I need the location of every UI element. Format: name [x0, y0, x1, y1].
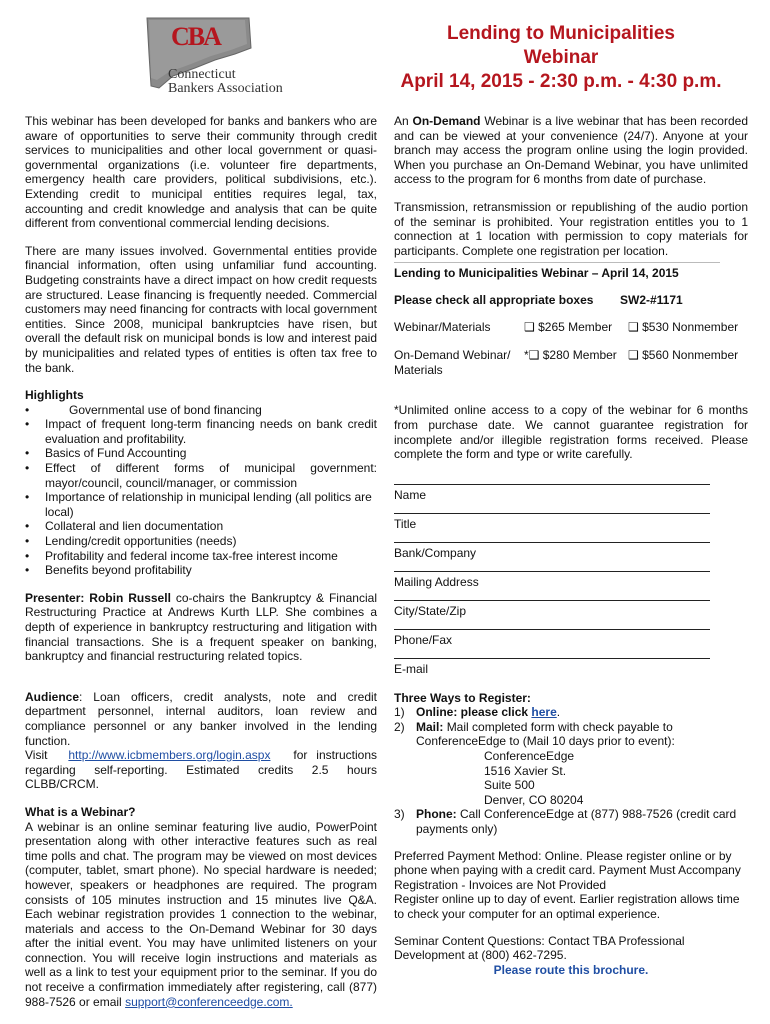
way2-label: Mail: [416, 719, 444, 734]
ondemand-paragraph [394, 114, 748, 187]
field-label: Title [394, 516, 417, 531]
way3-text: Call ConferenceEdge at (877) 988-7526 (credit card payments only) [416, 807, 737, 837]
intro-paragraph: This webinar has been developed for banks and bankers who are aware of opportunities to serve their community through credit services to municipalities and other local government or quasi-governmental organizations (i.e. volunteer fire departments, emergency health care providers, political subdivisions, etc.). Extending credit to municipal entities requires legal, tax, accounting and credit knowledge and analysis that can be quite different from conventional commercial lending decisions. [25, 114, 377, 231]
price-row-label: Webinar/Materials [394, 319, 491, 334]
email-field[interactable] [394, 658, 710, 687]
way-1: 1) Online: please click here. [394, 705, 561, 720]
register-here-link[interactable]: here [531, 705, 557, 720]
logo-letters: CBA [171, 22, 220, 51]
way-number: 2) [394, 719, 405, 734]
bank-company-field[interactable] [394, 542, 710, 571]
mailing-address [394, 749, 748, 807]
title-line1: Lending to Municipalities [447, 23, 675, 44]
visit-suffix: for instructions regarding self-reporting. Estimated credits 2.5 hours CLBB/CRCM. [25, 748, 377, 792]
field-label: E-mail [394, 661, 429, 676]
field-label: Mailing Address [394, 574, 479, 589]
check-label: Please check all appropriate boxes [394, 292, 594, 307]
ondemand-prefix: An [394, 114, 409, 128]
what-text: A webinar is an online seminar featuring live audio, PowerPoint presentation along with other interactive features such as real time polls and chat. The program may be viewed on most devices (computer, tablet, smart phone). No special hardware is needed; however, speakers or headphones are required. The program consists of 105 minutes instruction and 15 minutes live Q&A. Each webinar registration provides 1 connection to the webinar, materials and access to the On-Demand Webinar for 30 days after the initial event. You may have unlimited listeners on your connection. You will receive login instructions and materials as well as a link to test your equipment prior to the seminar. If you do not receive a confirmation immediately after registering, call (877) 988-7526 or email [25, 819, 377, 1009]
title-line3: April 14, 2015 - 2:30 p.m. - 4:30 p.m. [400, 71, 722, 92]
address-line: Suite 500 [484, 778, 535, 793]
program-code: SW2-#1171 [620, 292, 683, 307]
route-brochure-note: Please route this brochure. [493, 962, 649, 977]
ondemand-text: Webinar is a live webinar that has been recorded and can be viewed at your convenience (24/7). Anyone at your branch may access the program online using the login provided. When you purchase an On-Demand Webinar, you have unlimited access to the program for 6 months from date of purchase. [394, 114, 748, 187]
divider [394, 262, 720, 263]
member-price-checkbox[interactable]: *❑ $280 Member [524, 348, 617, 363]
org-name [168, 68, 283, 96]
field-label: Phone/Fax [394, 632, 453, 647]
org-name-line1: Connecticut [168, 67, 236, 82]
address-line: ConferenceEdge [484, 749, 575, 764]
price-row-label: On-Demand Webinar/ Materials [394, 348, 511, 377]
field-label: Bank/Company [394, 545, 477, 560]
highlight-item: • Governmental use of bond financing [25, 403, 377, 418]
title-line2: Webinar [523, 47, 599, 68]
audience-paragraph [25, 690, 377, 748]
what-heading: What is a Webinar? [25, 804, 136, 819]
issues-paragraph: There are many issues involved. Governmental entities provide financial information, often using unfamiliar fund accounting. Budgeting constraints have a direct impact on how credit requests are structured. Lease financing is frequently needed. Commercial customers may need financing for contracts with local government entities. Since 2008, municipal bankruptcies have risen, but overall the default risk on municipal bonds is low and interest paid by municipalities and related types of entities is often tax free to the bank. [25, 243, 377, 375]
audience-text: : Loan officers, credit analysts, note and credit department personnel, internal auditors, loan review and compliance personnel or any banker involved in the lending function. [25, 689, 377, 748]
ondemand-bold: On-Demand [412, 114, 481, 128]
way-number: 3) [394, 807, 405, 822]
city-state-zip-field[interactable] [394, 600, 710, 629]
highlight-item: • Collateral and lien documentation [25, 519, 377, 534]
mailing-address-field[interactable] [394, 571, 710, 600]
presenter-text: co-chairs the Bankruptcy & Financial Restructuring Practice at Andrews Kurth LLP. She combines a depth of experience in bankruptcy restructuring and litigation with financial transactions. She is a frequent speaker on banking, bankruptcy and financial restructuring related topics. [25, 590, 377, 664]
field-label: City/State/Zip [394, 603, 467, 618]
right-column [394, 114, 748, 977]
highlight-item: • Importance of relationship in municipal lending (all politics are local) [25, 490, 377, 519]
support-email-link[interactable]: support@conferenceedge.com. [125, 994, 293, 1009]
presenter-paragraph [25, 591, 377, 664]
what-paragraph [25, 820, 377, 1010]
visit-paragraph [25, 748, 377, 792]
check-row [394, 293, 748, 308]
presenter-label: Presenter: Robin Russell [25, 590, 171, 605]
highlights-list [25, 403, 377, 578]
field-label: Name [394, 487, 427, 502]
way2-text: Mail completed form with check payable to ConferenceEdge to (Mail 10 days prior to event): [416, 719, 675, 749]
title-field[interactable] [394, 513, 710, 542]
phone-fax-field[interactable] [394, 629, 710, 658]
way-3 [394, 807, 748, 836]
ways-heading: Three Ways to Register: [394, 690, 531, 705]
way1-label: Online: please click [416, 705, 529, 720]
highlight-item: • Lending/credit opportunities (needs) [25, 534, 377, 549]
highlight-item: • Impact of frequent long-term financing needs on bank credit evaluation and profitability. [25, 417, 377, 446]
early-registration-paragraph: Register online up to day of event. Earlier registration allows time to check your computer for an optimal experience. [394, 892, 740, 921]
highlight-item: • Effect of different forms of municipal government: mayor/council, council/manager, or commission [25, 461, 377, 490]
form-heading: Lending to Municipalities Webinar – April 14, 2015 [394, 266, 679, 281]
highlight-item: • Profitability and federal income tax-free interest income [25, 549, 377, 564]
member-price-checkbox[interactable]: ❑ $265 Member [524, 319, 613, 334]
nonmember-price-checkbox[interactable]: ❑ $560 Nonmember [628, 348, 739, 363]
unlimited-note: *Unlimited online access to a copy of the webinar for 6 months from purchase date. We cannot guarantee registration for incomplete and/or illegible registration forms received. Please complete the form and type or write carefully. [394, 403, 748, 462]
price-row [394, 320, 748, 335]
icb-login-link[interactable]: http://www.icbmembers.org/login.aspx [68, 748, 271, 763]
way3-label: Phone: [416, 807, 457, 822]
highlight-item: • Basics of Fund Accounting [25, 446, 377, 461]
way-number: 1) [394, 705, 405, 720]
name-field[interactable] [394, 484, 710, 513]
left-column [25, 114, 377, 1009]
transmission-paragraph: Transmission, retransmission or republishing of the audio portion of the seminar is prohibited. Your registration entitles you to 1 connection at 1 location with permission to copy materials for participants. Complete one registration per location. [394, 199, 748, 258]
highlight-item: • Benefits beyond profitability [25, 563, 377, 578]
payment-paragraph: Preferred Payment Method: Online. Please register online or by phone when paying with a credit card. Payment Must Accompany Registration - Invoices are Not Provided [394, 848, 741, 892]
address-line: Denver, CO 80204 [484, 792, 584, 807]
audience-label: Audience [25, 689, 80, 704]
questions-paragraph: Seminar Content Questions: Contact TBA Professional Development at (800) 462-7295. [394, 933, 685, 963]
org-name-line2: Bankers Association [168, 81, 283, 96]
visit-prefix: Visit [25, 748, 48, 763]
highlights-heading: Highlights [25, 388, 84, 403]
address-line: 1516 Xavier St. [484, 763, 567, 778]
price-row [394, 348, 748, 377]
nonmember-price-checkbox[interactable]: ❑ $530 Nonmember [628, 319, 739, 334]
way-2 [394, 720, 748, 749]
